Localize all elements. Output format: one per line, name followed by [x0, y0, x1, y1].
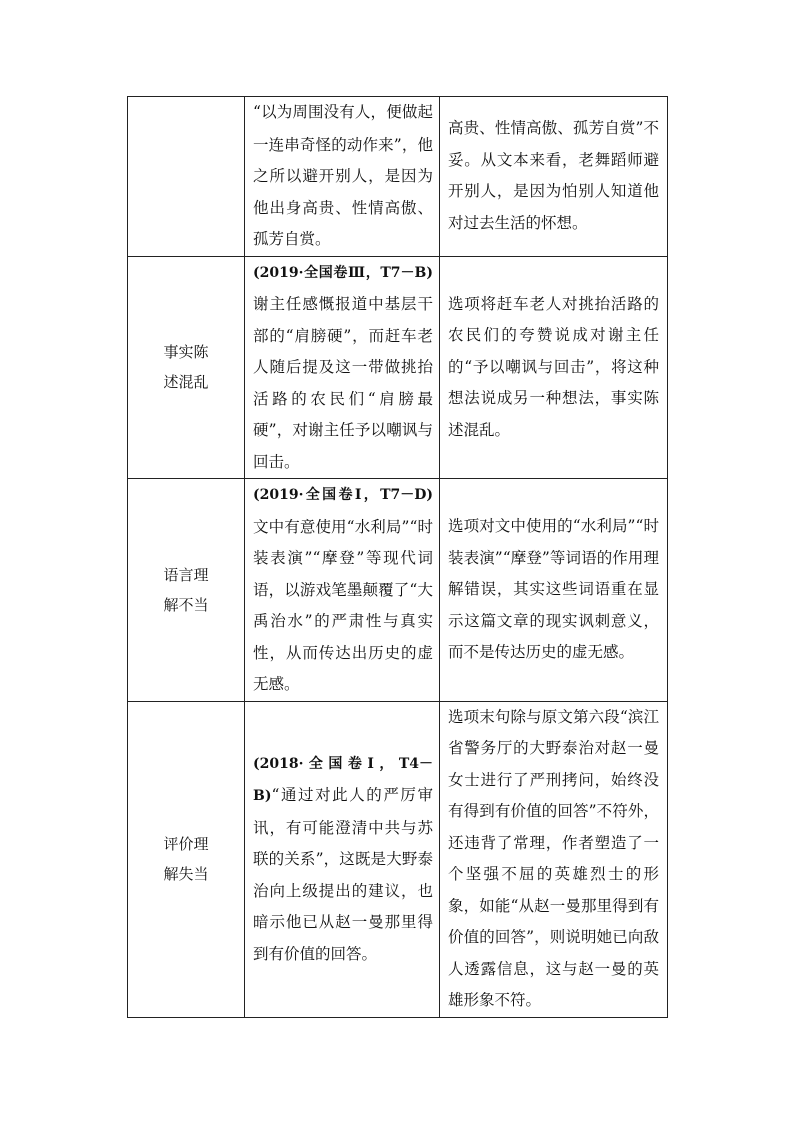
analysis-cell — [440, 479, 668, 702]
category-line: 述混乱 — [163, 373, 209, 392]
source-citation: (2019·全国卷Ⅲ，T7－B) — [253, 264, 433, 281]
example-text: 谢主任感慨报道中基层干部的“肩膀硬”，而赶车老人随后提及这一带做挑抬活路的农民们“肩膀最硬”，对谢主任予以嘲讽与回击。 — [253, 295, 433, 471]
analysis-cell — [440, 256, 668, 479]
category-cell — [128, 256, 245, 479]
example-cell — [245, 701, 440, 1017]
analysis-cell — [440, 701, 668, 1017]
table-row — [128, 479, 668, 702]
category-cell — [128, 479, 245, 702]
analysis-table — [127, 96, 668, 1018]
analysis-text: 选项将赶车老人对挑抬活路的农民们的夸赞说成对谢主任的“予以嘲讽与回击”，将这种想法说成另一种想法，事实陈述混乱。 — [448, 294, 659, 439]
category-line: 解失当 — [163, 865, 209, 883]
category-line: 评价理 — [163, 835, 209, 853]
table-row — [128, 256, 668, 479]
category-line: 事实陈 — [163, 343, 209, 362]
example-text: “以为周围没有人，便做起一连串奇怪的动作来”，他之所以避开别人，是因为他出身高贵、性情高傲、孤芳自赏。 — [253, 103, 433, 248]
table-row — [128, 97, 668, 257]
category-line: 解不当 — [163, 595, 209, 614]
table-row — [128, 701, 668, 1017]
example-cell — [245, 256, 440, 479]
category-cell — [128, 701, 245, 1017]
analysis-text: 选项末句除与原文第六段“滨江省警务厅的大野泰治对赵一曼女士进行了严刑拷问，始终没有得到有价值的回答”不符外，还违背了常理，作者塑造了一个坚强不屈的英雄烈士的形象，如能“从赵一曼那里得到有价值的回答”，则说明她已向敌人透露信息，这与赵一曼的英雄形象不符。 — [448, 707, 659, 1009]
example-text: “通过对此人的严厉审讯，有可能澄清中共与苏联的关系”，这既是大野泰治向上级提出的建议，也暗示他已从赵一曼那里得到有价值的回答。 — [253, 786, 433, 963]
example-cell — [245, 97, 440, 257]
category-cell — [128, 97, 245, 257]
category-line: 语言理 — [163, 565, 209, 584]
analysis-text: 选项对文中使用的“水利局”“时装表演”“摩登”等词语的作用理解错误，其实这些词语重在显示这篇文章的现实讽刺意义，而不是传达历史的虚无感。 — [448, 517, 659, 661]
example-cell — [245, 479, 440, 702]
source-citation: (2018·全国卷Ⅰ，T4－B) — [253, 755, 433, 805]
analysis-cell — [440, 97, 668, 257]
source-citation: (2019·全国卷Ⅰ，T7－D) — [253, 487, 433, 503]
analysis-text: 高贵、性情高傲、孤芳自赏”不妥。从文本来看，老舞蹈师避开别人，是因为怕别人知道他对过去生活的怀想。 — [448, 119, 659, 232]
example-text: 文中有意使用“水利局”“时装表演”“摩登”等现代词语，以游戏笔墨颠覆了“大禹治水”的严肃性与真实性，从而传达出历史的虚无感。 — [253, 517, 433, 693]
